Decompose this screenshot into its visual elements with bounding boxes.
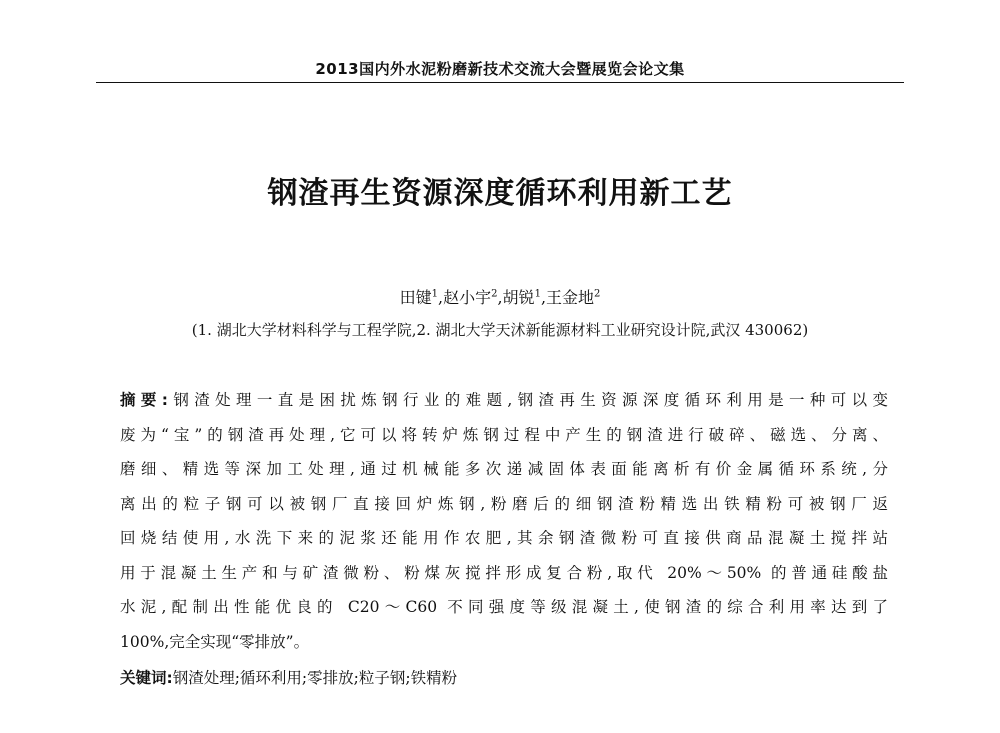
author-separator: , bbox=[497, 288, 503, 307]
author-affiliation-marker: 1 bbox=[534, 288, 541, 300]
author-separator: , bbox=[437, 288, 444, 307]
author-affiliation-marker: 2 bbox=[491, 288, 498, 300]
author-separator: , bbox=[540, 288, 547, 307]
abstract-line: 用于混凝土生产和与矿渣微粉、粉煤灰搅拌形成复合粉,取代 20%～50% 的普通硅酸盐 bbox=[120, 563, 888, 582]
keywords-text: 钢渣处理;循环利用;零排放;粒子钢;铁精粉 bbox=[172, 669, 458, 687]
keywords-label: 关键词: bbox=[120, 669, 173, 687]
author-affiliation-marker: 2 bbox=[594, 288, 601, 300]
paper-title: 钢渣再生资源深度循环利用新工艺 bbox=[267, 176, 733, 211]
authors bbox=[0, 285, 1000, 308]
header-rule bbox=[96, 82, 904, 83]
keywords bbox=[120, 663, 888, 693]
author-name: 胡锐$^1$ bbox=[502, 288, 541, 307]
author-name: 赵小宇$^2$ bbox=[443, 288, 498, 307]
affiliation: (1. 湖北大学材料科学与工程学院,2. 湖北大学天沭新能源材料工业研究设计院,武汉 430062) bbox=[191, 321, 809, 339]
abstract-line: 废为“宝”的钢渣再处理,它可以将转炉炼钢过程中产生的钢渣进行破碎、磁选、分离、 bbox=[120, 425, 888, 444]
author-name: 田键$^1$ bbox=[399, 288, 438, 307]
author-affiliation-marker: 1 bbox=[431, 288, 438, 300]
abstract-line: 离出的粒子钢可以被钢厂直接回炉炼钢,粉磨后的细钢渣粉精选出铁精粉可被钢厂返 bbox=[120, 494, 888, 513]
running-header: 2013国内外水泥粉磨新技术交流大会暨展览会论文集 bbox=[315, 60, 685, 78]
author-name: 王金地$^2$ bbox=[546, 288, 601, 307]
abstract-line: 100%,完全实现“零排放”。 bbox=[120, 632, 310, 651]
abstract-label: 摘要: bbox=[120, 391, 168, 409]
abstract-line: 磨细、精选等深加工处理,通过机械能多次递减固体表面能离析有价金属循环系统,分 bbox=[120, 460, 888, 478]
abstract-line: 回烧结使用,水洗下来的泥浆还能用作农肥,其余钢渣微粉可直接供商品混凝土搅拌站 bbox=[120, 529, 888, 547]
abstract-line: 水泥,配制出性能优良的 C20～C60 不同强度等级混凝土,使钢渣的综合利用率达到了 bbox=[120, 598, 888, 616]
abstract-text: 钢渣处理一直是困扰炼钢行业的难题,钢渣再生资源深度循环利用是一种可以变 bbox=[167, 391, 888, 409]
abstract bbox=[120, 383, 888, 659]
abstract-line bbox=[120, 383, 888, 418]
